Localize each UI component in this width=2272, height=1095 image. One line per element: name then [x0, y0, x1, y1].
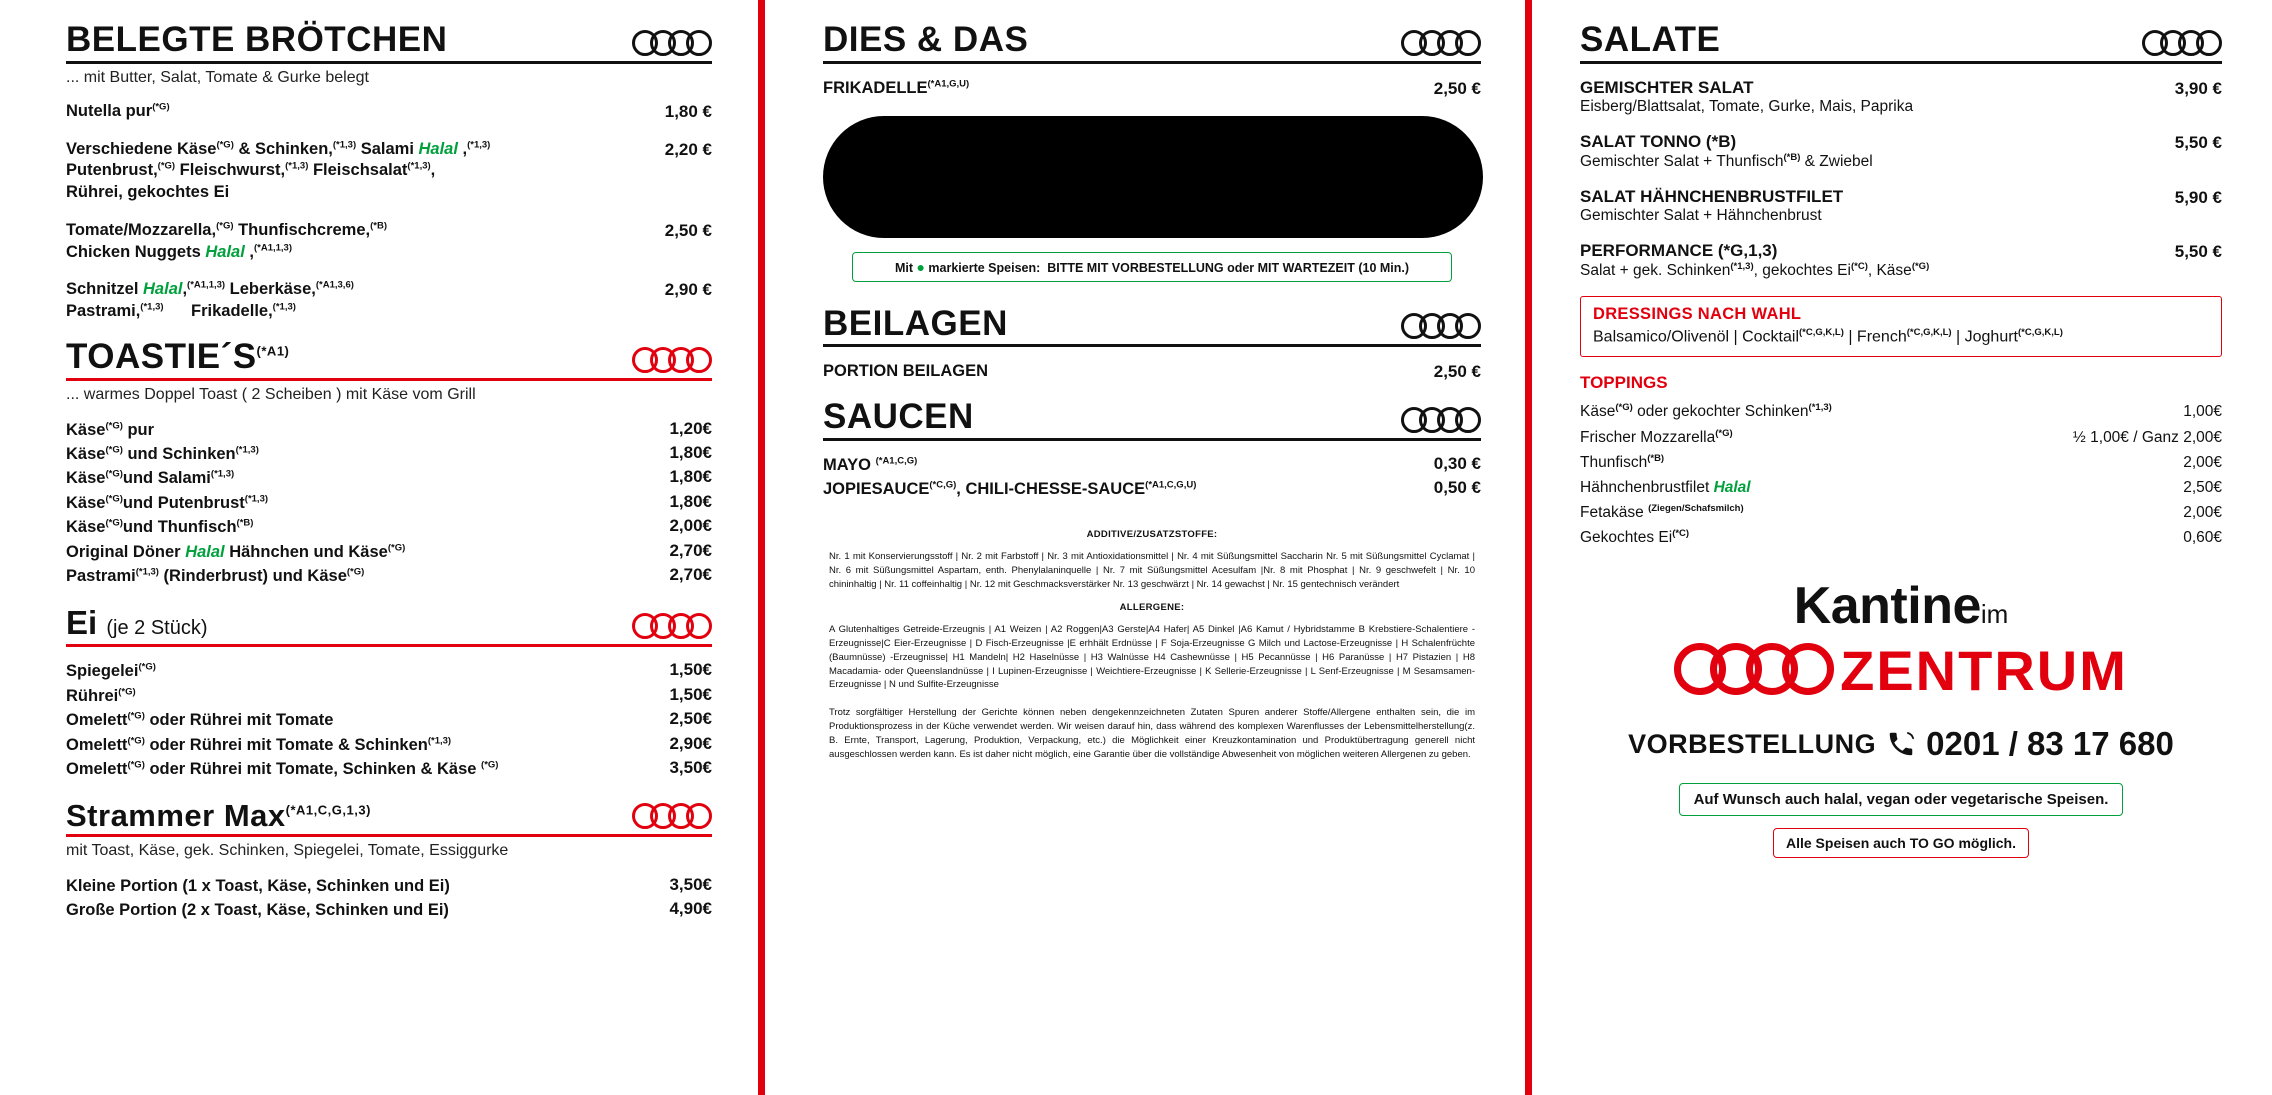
notes-block	[1580, 763, 2222, 858]
brand-im: im	[1980, 599, 2009, 630]
additives-text: Nr. 1 mit Konservierungsstoff | Nr. 2 mit Farbstoff | Nr. 3 mit Antioxidationsmittel | Nr. 4 mit Süßungsmittel Saccharin Nr. 5 mit Süßungsmittel Cyclamat | Nr. 6 mit Süßungsmittel Aspartam, enth. Phenylalaninquelle | Nr. 7 mit Süßungsmittel Acesulfam |Nr. 8 mit Phosphat | Nr. 9 geschwefelt | Nr. 10 chininhaltig | Nr. 11 coffeinhaltig | Nr. 12 mit Geschmacksverstärker Nr. 13 geschwärzt | Nr. 14 gewachst | Nr. 15 gentechnisch verändert	[829, 551, 1475, 590]
item-price: 1,00€	[2183, 403, 2222, 421]
toppings-block	[1580, 373, 2222, 550]
list-item	[1580, 78, 2222, 116]
audi-rings-icon	[1401, 313, 1481, 339]
section-header-toasties	[66, 336, 712, 381]
phone-number[interactable]: 0201 / 83 17 680	[1926, 725, 2174, 763]
section-subtitle: mit Toast, Käse, gek. Schinken, Spiegelei, Tomate, Essiggurke	[66, 842, 509, 860]
item-row	[823, 361, 1481, 383]
item-price: 2,90 €	[664, 280, 712, 300]
toastie-list	[66, 418, 712, 589]
disclaimer-text: Trotz sorgfältiger Herstellung der Gerichte können neben dengekennzeichneten Zutaten Spuren anderer Stoffe/Allergene enthalten sein, die im Produktionsprozess in der Küche verwendet werden. Wir weisen darauf hin, dass während des komplexen Warenflusses der Lebensmittelherstellung(z. B. Ernte, Transport, Lagerung, Produktion, Verpackung, etc.) die Möglichkeit einer Kreuzkontamination und Produktübertragung generell nicht ausgeschlossen werden kann. Es ist daher nicht möglich, eine Garantie über die vollständige Abwesenheit von möglichen weiteren Allergenen zu geben.	[829, 707, 1475, 760]
item-name: Gekochtes $Ei^{(*C)}$	[1580, 527, 1690, 546]
item-name: Käse$^{(*G)}$und Putenbrust$^{(*1,3)}$	[66, 493, 269, 512]
item-row	[66, 220, 712, 264]
item-price: 1,20€	[669, 418, 712, 438]
item-price: 2,70€	[669, 540, 712, 560]
item-name: PERFORMANCE (*G,1,3)	[1580, 240, 1778, 260]
additives-heading: ADDITIVE/ZUSATZSTOFFE:	[1086, 528, 1218, 540]
audi-rings-icon	[1401, 407, 1481, 433]
section-header-beilagen	[823, 303, 1481, 348]
item-name: Rührei$^{(*G)}$	[66, 686, 136, 705]
section-subtitle: ... mit Butter, Salat, Tomate & Gurke belegt	[66, 68, 369, 86]
column-dies-das	[765, 0, 1525, 1095]
audi-rings-icon	[632, 347, 712, 373]
item-price: 5,90 €	[2174, 187, 2222, 207]
audi-rings-icon	[632, 613, 712, 639]
allergens-text: A Glutenhaltiges Getreide-Erzeugnis | A1 Weizen | A2 Roggen|A3 Gerste|A4 Hafer| A5 Dinkel |A6 Kamut / Hybridstamme B Krebstiere-Schalentiere - Erzeugnisse|C Eier-Erzeugnisse | D Fisch-Erzeugnisse |E erhhält Erdnüsse | F Soja-Erzeugnisse G Milch und Lactose-Erzeugnisse | H Schalenfrüchte (Baumnüsse) -Erzeugnisse| H1 Mandeln| H2 Haselnüsse | H3 Walnüsse H4 Cashewnüsse | H5 Pecannüsse | H6 Paranüsse | H7 Pistazien | H8 Macadamia- oder Queenslandnüsse | I Lupinen-Erzeugnisse | Weichtiere-Erzeugnisse | K Sellerie-Erzeugnisse | L Senf-Erzeugnisse | M Sesamsamen-Erzeugnisse | N und Sulfite-Erzeugnisse	[829, 624, 1475, 691]
item-name: MAYO $^{(*A1,C,G)}$	[823, 455, 918, 474]
section-title: SALATE	[1580, 20, 1721, 59]
audi-rings-icon	[1674, 643, 1834, 695]
item-price: 1,80€	[669, 467, 712, 487]
brand-logo-line	[1580, 638, 2222, 703]
item-price: 3,50€	[669, 875, 712, 895]
item-name: Tomate/Mozzarella,$^{(*G)}$ Thunfischcreme,$^{(*B)}$ Chicken Nuggets Halal ,$^{(*A1,1,3)}$	[66, 220, 388, 261]
item-name: PORTION BEILAGEN	[823, 362, 989, 381]
item-row	[823, 78, 1481, 100]
column-brotchen	[0, 0, 758, 1095]
section-title-sup: (*A1,C,G,1,3)	[285, 802, 371, 818]
item-description: Eisberg/Blattsalat, Tomate, Gurke, Mais, Paprika	[1580, 97, 1914, 115]
list-item	[1580, 132, 2222, 171]
item-price: 2,70€	[669, 565, 712, 585]
item-price: 1,80 €	[664, 101, 712, 121]
item-price: 5,50 €	[2174, 241, 2222, 261]
list-item	[1580, 525, 2222, 550]
item-price: ½ 1,00€ / Ganz 2,00€	[2072, 428, 2222, 446]
item-description: Gemischter Salat + Hähnchenbrust	[1580, 206, 1822, 224]
item-name: Thunfisch$^{(*B)}$	[1580, 452, 1665, 471]
column-divider	[758, 0, 765, 1095]
green-dot-icon: ●	[916, 258, 925, 275]
prebooking-note: Mit ● markierte Speisen: BITTE MIT VORBESTELLUNG oder MIT WARTEZEIT (10 Min.)	[852, 252, 1452, 282]
item-name: Kleine Portion (1 x Toast, Käse, Schinken und Ei)	[66, 877, 450, 896]
section-title: $TOASTIE´S^{(*A1)}$	[66, 336, 290, 376]
item-name: Käse$^{(*G)}$ pur	[66, 420, 155, 439]
item-price: 2,00€	[2183, 453, 2222, 471]
item-name: Käse$^{(*G)}$und Salami$^{(*1,3)}$	[66, 468, 235, 488]
item-price: 4,90€	[669, 899, 712, 919]
item-name: $JOPIESAUCE^{(*C,G)}$, CHILI-$CHESSE-SAUCE^{(*A1,C,G,U)}$	[823, 479, 1197, 499]
item-row	[66, 101, 712, 123]
item-name: GEMISCHTER SALAT	[1580, 77, 1754, 97]
dressings-options: Balsamico/Olivenöl | Cocktail$^{(*C,G,K,L)}$ | French$^{(*C,G,K,L)}$ | Joghurt$^{(*C,G,K,L)}$	[1593, 327, 2063, 346]
item-name: Fetakäse $^{(Ziegen/Schafsmilch)}$	[1580, 502, 1744, 521]
section-title: Strammer Max$^{(*A1,C,G,1,3)}$	[66, 797, 371, 833]
item-price: 3,90 €	[2174, 78, 2222, 98]
item-description: Gemischter Salat + Thunfisch$^{(*B)}$ & Zwiebel	[1580, 151, 1873, 170]
item-name: SALAT TONNO (*B)	[1580, 131, 1737, 151]
item-price: 2,50 €	[1433, 78, 1481, 98]
list-item	[1580, 450, 2222, 475]
dressings-box	[1580, 296, 2222, 357]
list-item	[1580, 475, 2222, 500]
item-price: 2,50€	[669, 709, 712, 729]
fineprint-block	[823, 528, 1481, 762]
list-item	[1580, 241, 2222, 280]
section-title: DIES & DAS	[823, 20, 1029, 59]
section-header-dies-das	[823, 22, 1481, 64]
toppings-title: TOPPINGS	[1580, 373, 1668, 393]
salate-list	[1580, 78, 2222, 280]
dressings-title: DRESSINGS NACH WAHL	[1593, 305, 1802, 324]
list-item	[1580, 425, 2222, 450]
item-price: 1,80€	[669, 443, 712, 463]
item-name: Käse$^{(*G)}$ und Schinken$^{(*1,3)}$	[66, 444, 259, 464]
order-label: VORBESTELLUNG	[1628, 728, 1877, 759]
item-name: Schnitzel Halal,$^{(*A1,1,3)}$ Leberkäse,$^{(*A1,3,6)}$ Pastrami,$^{(*1,3)}$ Frikadelle,$^{(*1,3)}$	[66, 279, 354, 321]
audi-rings-icon	[1401, 30, 1481, 56]
brand-name-top-line	[1580, 576, 2222, 636]
item-name: Original Döner Halal Hähnchen und Käse$^{(*G)}$	[66, 542, 406, 561]
item-price: 0,30 €	[1433, 453, 1481, 473]
phone-icon	[1886, 729, 1916, 759]
audi-rings-icon	[632, 803, 712, 829]
item-price: 3,50€	[669, 758, 712, 778]
item-price: 1,50€	[669, 660, 712, 680]
column-salate	[1532, 0, 2272, 1095]
section-title: SAUCEN	[823, 397, 974, 437]
item-price: 2,00€	[2183, 503, 2222, 521]
item-row	[66, 279, 712, 323]
item-name: $FRIKADELLE^{(*A1,G,U)}$	[823, 78, 970, 97]
item-price: 2,00€	[669, 516, 712, 536]
phone-block[interactable]	[1580, 725, 2222, 763]
item-price: 0,60€	[2183, 528, 2222, 546]
section-title: BELEGTE BRÖTCHEN	[66, 20, 448, 59]
item-price: 5,50 €	[2174, 132, 2222, 152]
section-header-strammer-max	[66, 797, 712, 838]
note-halal-vegan: Auf Wunsch auch halal, vegan oder vegetarische Speisen.	[1679, 783, 2124, 816]
item-name: Große Portion (2 x Toast, Käse, Schinken und Ei)	[66, 901, 449, 920]
section-header-saucen	[823, 399, 1481, 441]
item-name: SALAT HÄHNCHENBRUSTFILET	[1580, 186, 1844, 206]
list-item	[1580, 187, 2222, 225]
item-name: Frischer Mozzarella$^{(*G)}$	[1580, 427, 1733, 446]
item-name: Verschiedene Käse$^{(*G)}$ & Schinken,$^{(*1,3)}$ Salami Halal ,$^{(*1,3)}$ Putenbrust,$^{(*G)}$ Fleischwurst,$^{(*1,3)}$ Fleischsalat$^{(*1,3)}$, Rührei, gekochtes Ei	[66, 139, 491, 202]
item-price: 1,50€	[669, 684, 712, 704]
section-header-salate	[1580, 22, 2222, 64]
item-price: 2,50 €	[1433, 362, 1481, 382]
audi-rings-icon	[632, 30, 712, 56]
item-price: 2,20 €	[664, 139, 712, 159]
item-price: 0,50 €	[1433, 478, 1481, 498]
brand-block	[1580, 576, 2222, 858]
item-name: Omelett$^{(*G)}$ oder Rührei mit Tomate	[66, 710, 334, 730]
section-header-ei	[66, 604, 712, 647]
item-name: Spiegelei$^{(*G)}$	[66, 661, 156, 681]
item-name: Omelett$^{(*G)}$ oder Rührei mit Tomate & Schinken$^{(*1,3)}$	[66, 735, 452, 754]
food-photo	[823, 116, 1483, 238]
brand-name: Kantine	[1793, 577, 1981, 636]
allergens-heading: ALLERGENE:	[1119, 601, 1185, 613]
item-row	[66, 139, 712, 204]
item-name: Käse$^{(*G)}$und Thunfisch$^{(*B)}$	[66, 517, 254, 537]
item-name: Omelett$^{(*G)}$ oder Rührei mit Tomate, Schinken & Käse $^{(*G)}$	[66, 759, 499, 779]
strammer-list	[66, 874, 712, 923]
item-name: Nutella pur$^{(*G)}$	[66, 101, 170, 120]
section-title-sup: (*A1)	[256, 343, 290, 359]
item-name: Hähnchenbrustfilet Halal	[1580, 478, 1751, 496]
saucen-list	[823, 453, 1481, 502]
item-name: Pastrami$^{(*1,3)}$ (Rinderbrust) und Käse$^{(*G)}$	[66, 566, 365, 586]
note-to-go: Alle Speisen auch TO GO möglich.	[1773, 828, 2029, 858]
item-price: 1,80€	[669, 491, 712, 511]
section-note: (je 2 Stück)	[106, 617, 208, 640]
brand-zentrum: ZENTRUM	[1840, 639, 2128, 703]
item-price: 2,50€	[2183, 478, 2222, 496]
ei-list	[66, 659, 712, 781]
section-header-belegte-broetchen	[66, 22, 712, 64]
item-description: Salat + gek. Schinken$^{(*1,3)}$, gekochtes $Ei^{(*C)}$, Käse$^{(*G)}$	[1580, 260, 1930, 280]
list-item	[1580, 500, 2222, 525]
audi-rings-icon	[2142, 30, 2222, 56]
section-title: Ei (je 2 Stück)	[66, 604, 208, 642]
item-price: 2,90€	[669, 733, 712, 753]
item-name: Käse$^{(*G)}$ oder gekochter Schinken$^{(*1,3)}$	[1580, 402, 1832, 421]
column-divider	[1525, 0, 1532, 1095]
section-subtitle: ... warmes Doppel Toast ( 2 Scheiben ) mit Käse vom Grill	[66, 385, 476, 403]
list-item	[1580, 399, 2222, 424]
item-price: 2,50 €	[664, 220, 712, 240]
section-title: BEILAGEN	[823, 303, 1008, 343]
